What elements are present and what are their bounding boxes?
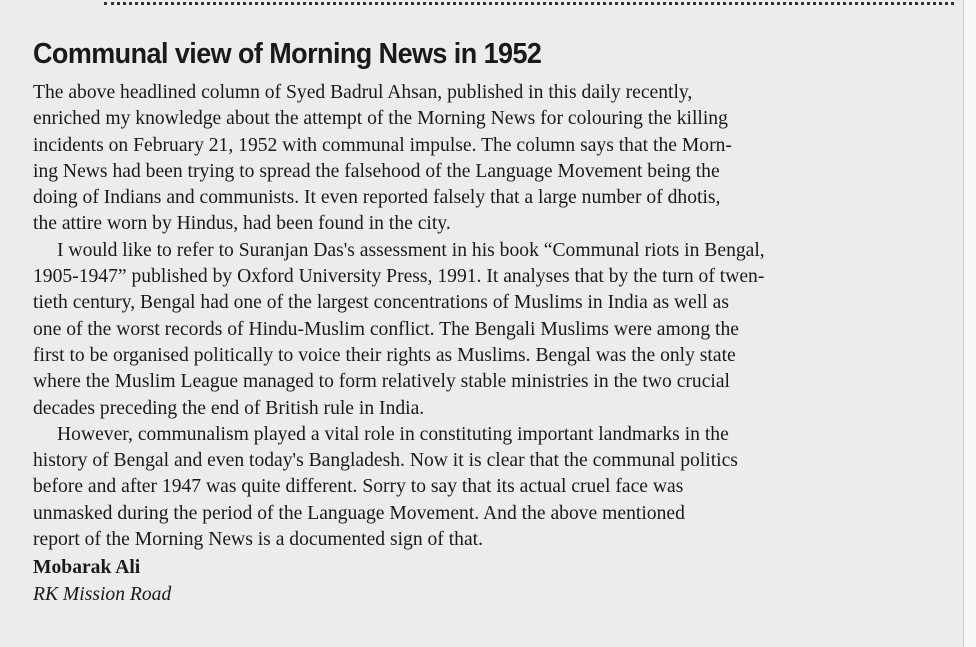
paragraph-line: where the Muslim League managed to form relatively stable ministries in the two crucial: [33, 371, 730, 393]
paragraph-line: report of the Morning News is a documented sign of that.: [33, 529, 484, 551]
paragraph-line: before and after 1947 was quite different. Sorry to say that its actual cruel face was: [33, 476, 684, 498]
paragraph-line: first to be organised politically to voice their rights as Muslims. Bengal was the only state: [33, 344, 736, 366]
paragraph-line: decades preceding the end of British rule in India.: [33, 397, 425, 419]
paragraph-line: the attire worn by Hindus, had been found in the city.: [33, 213, 451, 235]
author-name: Mobarak Ali: [33, 557, 141, 579]
paragraph-line: one of the worst records of Hindu-Muslim conflict. The Bengali Muslims were among the: [33, 318, 739, 340]
paragraph-line: The above headlined column of Syed Badrul Ahsan, published in this daily recently,: [33, 82, 693, 103]
dotted-divider: [104, 2, 954, 5]
paragraph-line: enriched my knowledge about the attempt of the Morning News for colouring the killing: [33, 108, 728, 130]
paragraph-line: 1905-1947” published by Oxford University Press, 1991. It analyses that by the turn of twen-: [33, 266, 765, 288]
paragraph-line: incidents on February 21, 1952 with communal impulse. The column says that the Morn-: [33, 134, 732, 156]
paragraph-line: ing News had been trying to spread the falsehood of the Language Movement being the: [33, 160, 720, 182]
paragraph-1: [33, 80, 933, 238]
paragraph-line: tieth century, Bengal had one of the largest concentrations of Muslims in India as well as: [33, 292, 729, 314]
paragraph-line: history of Bengal and even today's Bangladesh. Now it is clear that the communal politics: [33, 450, 738, 472]
headline: Communal view of Morning News in 1952: [33, 38, 542, 70]
paragraph-line: I would like to refer to Suranjan Das's assessment in his book “Communal riots in Bengal,: [57, 239, 765, 261]
paragraph-2: [33, 238, 933, 422]
paragraph-3: [33, 422, 933, 553]
paragraph-line: doing of Indians and communists. It even reported falsely that a large number of dhotis,: [33, 187, 721, 209]
paragraph-line: unmasked during the period of the Language Movement. And the above mentioned: [33, 502, 685, 524]
paragraph-line: However, communalism played a vital role in constituting important landmarks in the: [57, 423, 729, 445]
page-edge: [963, 0, 976, 647]
letter-to-editor: [33, 34, 933, 609]
author-location: RK Mission Road: [33, 584, 172, 606]
